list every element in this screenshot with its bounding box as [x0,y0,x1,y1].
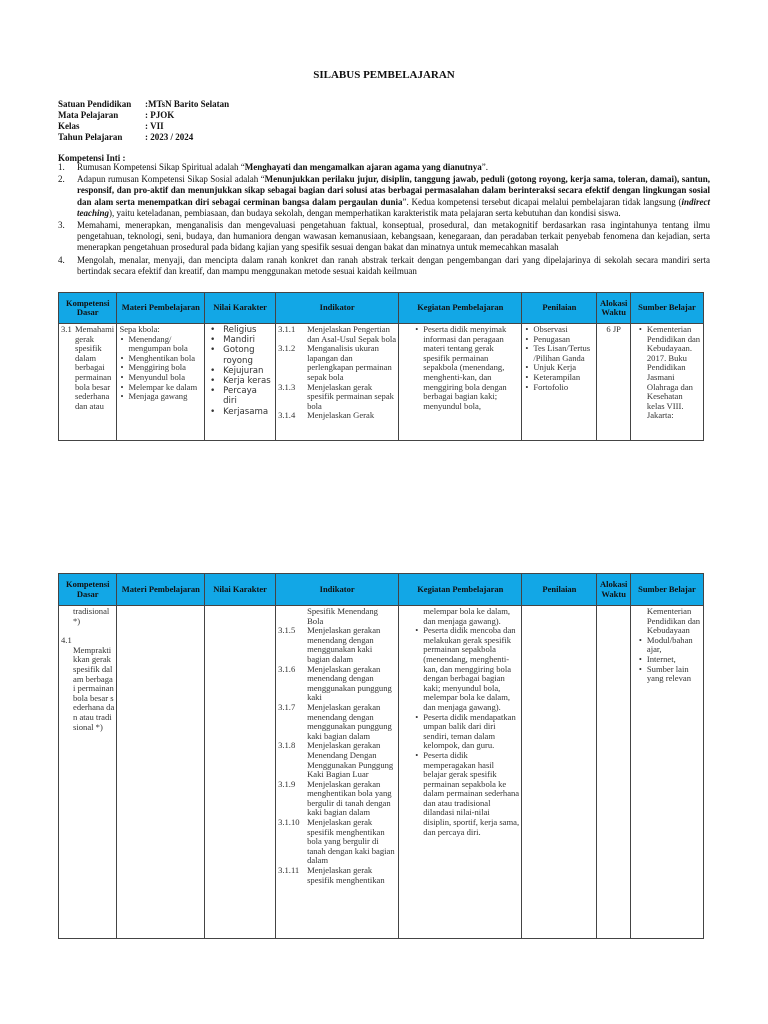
header-alokasi: Alokasi Waktu [597,574,630,606]
list-item: • Observasi [533,325,594,335]
header-materi: Materi Pembelajaran [117,293,205,324]
info-label: Tahun Pelajaran [58,132,123,142]
indikator-cell: 3.1.1 Menjelaskan Pengertian dan Asal-Usul Sepak bola 3.1.2 Menganalisis ukuran lapangan dan perlengkapan permainan sepak bola 3.1.3 Menjelaskan gerak spesifik permainan sepak bola 3.1.4 Menjelaskan Gerak [276,324,399,441]
syllabus-table-1 [58,292,704,441]
ki-item: 3. Memahami, menerapkan, menganalisis dan mengevaluasi pengetahuan faktual, konseptual, prosedural, dan metakognitif berdasarkan rasa ingintahunya tentang ilmu pengetahuan, teknologi, seni, budaya, dan humaniora dengan wawasan kemanusiaan, kebangsaan, kenegaraan, dan peradaban terkait penyebab fenomena dan kejadian, serta menerapkan pengetahuan prosedural pada bidang kajian yang spesifik sesuai dengan bakat dan minatnya untuk memecahkan masalah [58,220,710,253]
sumber-cell: Kementerian Pendidikan dan Kebudayaan • Modul/bahan ajar, • Internet, • Sumber lain yang relevan [630,606,703,939]
info-row-school [58,99,229,110]
header-materi: Materi Pembelajaran [117,574,205,606]
header-indikator: Indikator [276,293,399,324]
list-item: • Penugasan [533,335,594,345]
page-title: SILABUS PEMBELAJARAN [313,69,455,81]
info-value: : PJOK [145,110,175,120]
header-nilai: Nilai Karakter [205,293,276,324]
list-item: • Melempar ke dalam [128,383,202,393]
nilai-cell [205,606,276,939]
header-alokasi: Alokasi Waktu [597,293,630,324]
list-item: • Tes Lisan/Tertus /Pilihan Ganda [533,344,594,363]
info-row-subject [58,110,229,121]
kd-cell: tradisional *) 4.1 Mempraktikkan gerak spesifik dalam berbagai permainan bola besar sederhana dan atau tradisional *) [59,606,117,939]
kegiatan-cell [399,324,522,441]
header-kd: Kompetensi Dasar [59,574,117,606]
table-header-row [59,293,704,324]
info-label: Kelas [58,121,80,131]
header-sumber: Sumber Belajar [630,293,703,324]
core-competency-list [58,162,710,278]
alokasi-cell [597,606,630,939]
table-row [59,324,704,441]
core-competency-heading: Kompetensi Inti : [58,153,126,163]
info-row-class [58,121,229,132]
header-indikator: Indikator [276,574,399,606]
list-item: • Menendang/ mengumpan bola [128,335,202,354]
list-item: • Unjuk Kerja [533,363,594,373]
list-item: • Peserta didik menyimak informasi dan peragaan materi tentang gerak spesifik permainan sepakbola (menendang, menghenti-kan, dan menggiring bola dengan berbagai bagian kaki; menyundul bola, [423,325,519,411]
info-value: :MTsN Barito Selatan [145,99,230,109]
kegiatan-cell: melempar bola ke dalam, dan menjaga gawang). • Peserta didik mencoba dan melakukan gerak spesifik permainan sepakbola (menendang, menghenti-kan, dan menggiring bola dengan berbagai bagian kaki; menyundul bola, melempar bola ke dalam, dan menjaga gawang). • Peserta didik mendapatkan umpan balik dari diri sendiri, teman dalam kelompok, dan guru. • Peserta didik memperagakan hasil belajar gerak spesifik permainan sepakbola ke dalam permainan sederhana dan atau tradisional dilandasi nilai-nilai disiplin, sportif, kerja sama, dan percaya diri. [399,606,522,939]
header-penilaian: Penilaian [522,574,597,606]
list-item: • Menjaga gawang [128,392,202,402]
identity-block [58,99,229,143]
list-item: • Religius [216,325,273,335]
table-header-row [59,574,704,606]
nilai-cell [205,324,276,441]
header-penilaian: Penilaian [522,293,597,324]
penilaian-cell [522,324,597,441]
header-kd: Kompetensi Dasar [59,293,117,324]
list-item: • Kejujuran [216,366,273,376]
list-item: • Peserta didik memperagakan hasil belajar gerak spesifik permainan sepakbola ke dalam permainan sederhana dan atau tradisional dilandasi nilai-nilai disiplin, sportif, kerja sama, dan percaya diri. [423,751,519,837]
list-item: • Kerja keras [216,376,273,386]
list-item: • Menghentikan bola [128,354,202,364]
header-kegiatan: Kegiatan Pembelajaran [399,574,522,606]
ki-item: 4. Mengolah, menalar, menyaji, dan mencipta dalam ranah konkret dan ranah abstrak terkait dengan pengembangan dari yang dipelajarinya di sekolah secara mandiri serta bertindak secara efektif dan kreatif, dan mampu menggunakan metode sesuai kaidah keilmuan [58,254,710,276]
penilaian-cell [522,606,597,939]
header-sumber: Sumber Belajar [630,574,703,606]
list-item: • Fortofolio [533,383,594,393]
list-item: • Modul/bahan ajar, [647,636,701,655]
list-item: • Menggiring bola [128,363,202,373]
sumber-cell [630,324,703,441]
list-item: • Percaya diri [216,386,273,406]
list-item: • Menyundul bola [128,373,202,383]
info-value: : VII [145,121,164,131]
indikator-cell: Spesifik Menendang Bola 3.1.5 Menjelaskan gerakan menendang dengan menggunakan kaki bagian dalam 3.1.6 Menjelaskan gerakan menendang dengan menggunakan punggung kaki 3.1.7 Menjelaskan gerakan menendang dengan menggunakan punggung kaki bagian dalam 3.1.8 Menjelaskan gerakan Menendang Dengan Menggunakan Punggung Kaki Bagian Luar 3.1.9 Menjelaskan gerakan menghentikan bola yang bergulir di tanah dengan kaki bagian dalam 3.1.10 Menjelaskan gerak spesifik menghentikan bola yang bergulir di tanah dengan kaki bagian dalam 3.1.11 Menjelaskan gerak spesifik menghentikan [276,606,399,939]
list-item: • Peserta didik mencoba dan melakukan gerak spesifik permainan sepakbola (menendang, menghenti-kan, dan menggiring bola dengan berbagai bagian kaki; menyundul bola, melempar bola ke dalam, dan menjaga gawang). [423,626,519,712]
info-value: : 2023 / 2024 [145,132,194,142]
alokasi-cell: 6 JP [597,324,630,441]
list-item: • Gotong royong [216,345,273,365]
header-kegiatan: Kegiatan Pembelajaran [399,293,522,324]
info-row-year [58,132,229,143]
info-label: Mata Pelajaran [58,110,119,120]
kd-cell: 3.1 Memahami gerak spesifik dalam berbagai permainan bola besar sederhana dan atau [59,324,117,441]
kd-text: Memahami gerak spesifik dalam berbagai permainan bola besar sederhana dan atau [75,324,115,411]
table-row [59,606,704,939]
list-item: • Kerjasama [216,407,273,417]
list-item: • Kementerian Pendidikan dan Kebudayaan. 2017. Buku Pendidikan Jasmani Olahraga dan Kesehatan kelas VIII. Jakarta: [647,325,701,421]
list-item: • Sumber lain yang relevan [647,665,701,684]
materi-cell: Sepa kbola: • Menendang/ mengumpan bola • Menghentikan bola • Menggiring bola • Menyundul bola • Melempar ke dalam • Menjaga gawang [117,324,205,441]
ki-item: 1. Rumusan Kompetensi Sikap Spiritual adalah “Menghayati dan mengamalkan ajaran agama yang dianutnya”. [58,162,489,172]
syllabus-table-2 [58,573,704,939]
list-item: • Keterampilan [533,373,594,383]
ki-item: 2. Adapun rumusan Kompetensi Sikap Sosial adalah “Menunjukkan perilaku jujur, disiplin, tanggung jawab, peduli (gotong royong, kerja sama, toleran, damai), santun, responsif, dan pro-aktif dan menunjukkan sikap sebagai bagian dari solusi atas berbagai permasalahan dalam berinteraksi secara efektif dengan lingkungan sosial dan alam serta menempatkan diri sebagai cerminan bangsa dalam pergaulan dunia”. Kedua kompetensi tersebut dicapai melalui pembelajaran tidak langsung (indirect teaching), yaitu keteladanan, pembiasaan, dan budaya sekolah, dengan memperhatikan karakteristik mata pelajaran serta kebutuhan dan kondisi siswa. [58,174,711,218]
info-label: Satuan Pendidikan [58,99,132,109]
materi-cell [117,606,205,939]
list-item: • Peserta didik mendapatkan umpan balik dari diri sendiri, teman dalam kelompok, dan guru. [423,713,519,751]
header-nilai: Nilai Karakter [205,574,276,606]
list-item: • Internet, [647,655,701,665]
list-item: • Mandiri [216,335,273,345]
